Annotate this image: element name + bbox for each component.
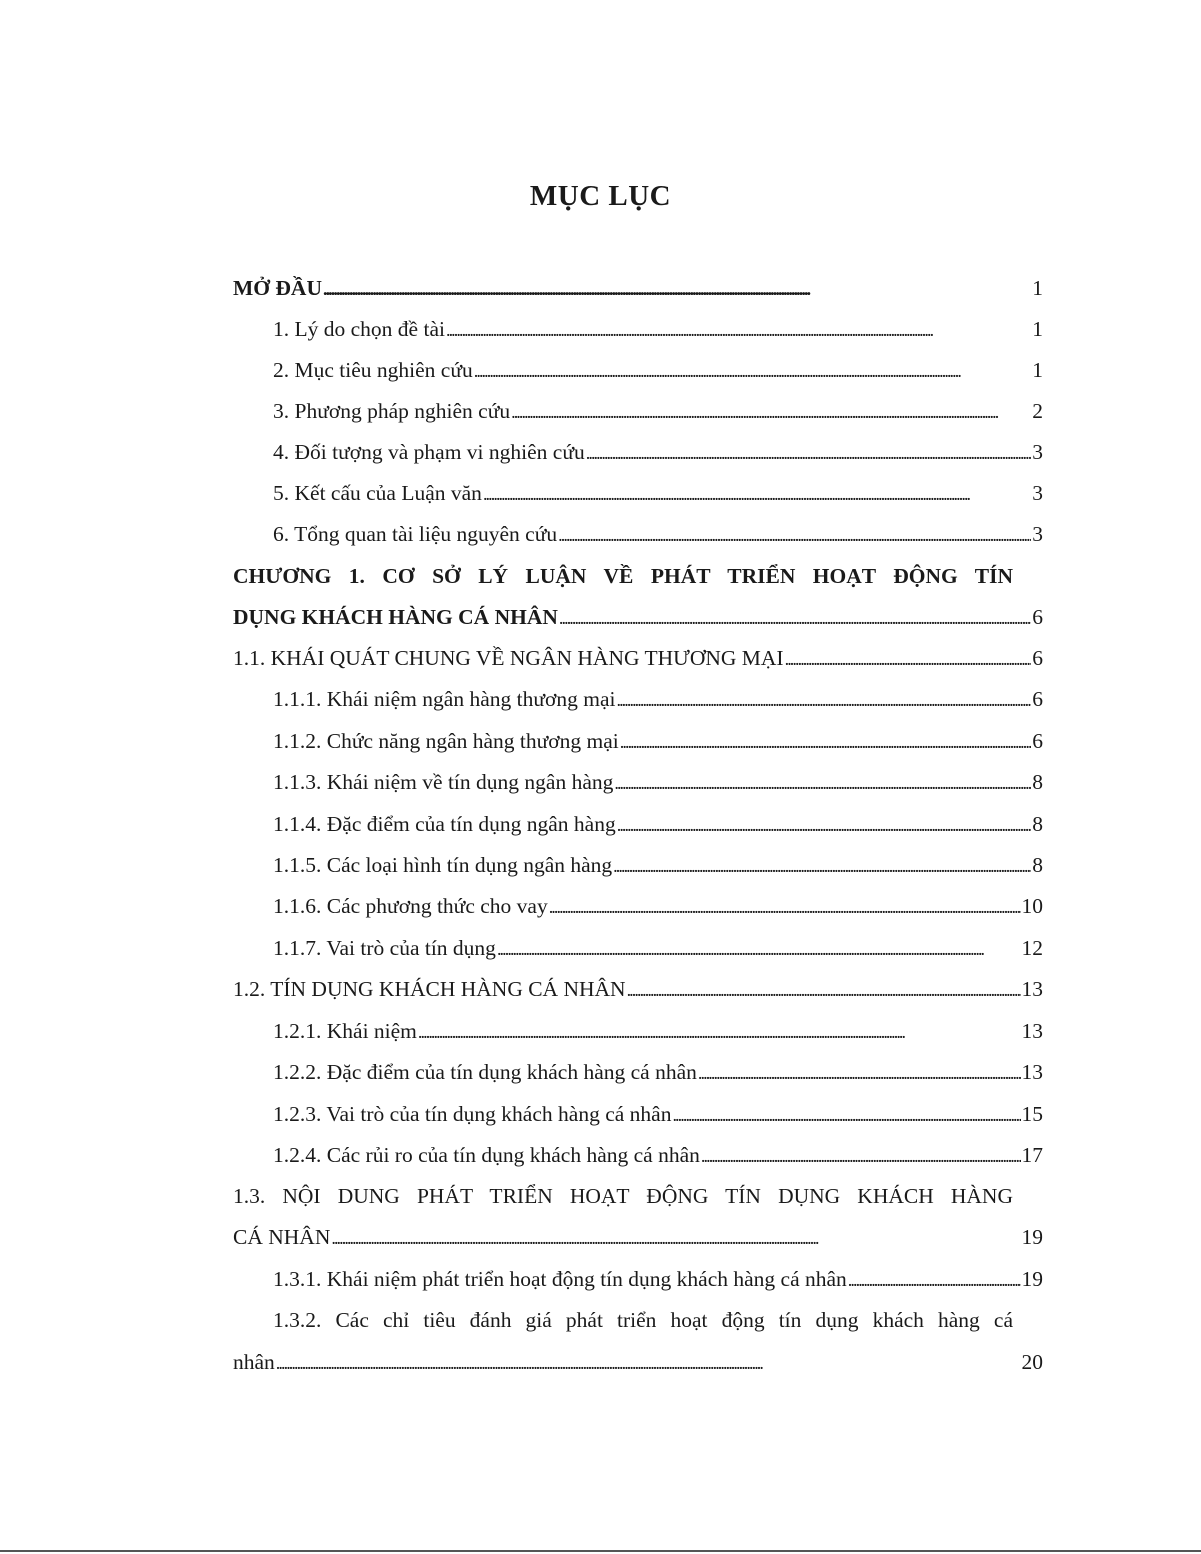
toc-page-number: 1: [1032, 317, 1043, 341]
toc-entry-label: 5. Kết cấu của Luận văn: [273, 481, 482, 505]
toc-entry-label: 1.1.4. Đặc điểm của tín dụng ngân hàng: [273, 812, 616, 836]
toc-page-number: 2: [1032, 399, 1043, 423]
toc-leader-dots: [848, 1259, 1021, 1301]
toc-page-number: 10: [1021, 894, 1043, 918]
toc-page-number: 13: [1021, 1019, 1043, 1043]
toc-page-number: 20: [1021, 1350, 1043, 1374]
toc-entry[interactable]: [273, 721, 1043, 762]
toc-entry[interactable]: [273, 1011, 1043, 1052]
toc-entry-line1[interactable]: 1.3.2. Các chỉ tiêu đánh giá phát triển hoạt động tín dụng khách hàng cá: [273, 1308, 1013, 1332]
toc-entry-label: nhân: [233, 1350, 275, 1374]
toc-leader-dots: [483, 473, 1031, 515]
toc-leader-dots: [627, 969, 1021, 1011]
toc-leader-dots: [418, 1011, 1021, 1053]
toc-leader-dots: [497, 928, 1021, 970]
toc-section-heading-line1[interactable]: 1.3. NỘI DUNG PHÁT TRIỂN HOẠT ĐỘNG TÍN DỤNG KHÁCH HÀNG: [233, 1184, 1013, 1208]
toc-entry[interactable]: [273, 309, 1043, 350]
toc-page-number: 6: [1032, 687, 1043, 711]
toc-page-number: 1: [1032, 276, 1043, 300]
toc-entry[interactable]: [273, 432, 1043, 473]
toc-entry-section[interactable]: [233, 969, 1043, 1010]
toc-page-number: 6: [1032, 729, 1043, 753]
toc-entry[interactable]: [273, 886, 1043, 927]
toc-entry[interactable]: [273, 391, 1043, 432]
toc-page-number: 3: [1032, 440, 1043, 464]
toc-entry-section[interactable]: [233, 638, 1043, 679]
toc-entry-label: 3. Phương pháp nghiên cứu: [273, 399, 511, 423]
toc-entry-label: 1.1.7. Vai trò của tín dụng: [273, 936, 496, 960]
toc-entry-mo-dau[interactable]: [233, 268, 1043, 309]
toc-page-number: 17: [1021, 1143, 1043, 1167]
toc-leader-dots: [672, 1094, 1020, 1136]
toc-page-number: 15: [1021, 1102, 1043, 1126]
toc-page-number: 6: [1032, 646, 1043, 670]
toc-entry-label: 1.2.2. Đặc điểm của tín dụng khách hàng cá nhân: [273, 1060, 697, 1084]
toc-leader-dots: [323, 268, 1031, 310]
toc-leader-dots: [620, 721, 1031, 763]
toc-entry-label: 1.2.3. Vai trò của tín dụng khách hàng cá nhân: [273, 1102, 672, 1126]
toc-entry-label: 1.1.1. Khái niệm ngân hàng thương mại: [273, 687, 616, 711]
toc-entry-label: 1. Lý do chọn đề tài: [273, 317, 445, 341]
toc-entry-section[interactable]: [233, 1217, 1043, 1258]
toc-page-number: 19: [1021, 1267, 1043, 1291]
toc-page-number: 3: [1032, 481, 1043, 505]
toc-entry[interactable]: [233, 1342, 1043, 1383]
toc-entry[interactable]: [273, 679, 1043, 720]
toc-page-number: 12: [1021, 936, 1043, 960]
toc-leader-dots: [474, 350, 1032, 392]
toc-entry[interactable]: [273, 1259, 1043, 1300]
toc-entry-label: 1.1.2. Chức năng ngân hàng thương mại: [273, 729, 619, 753]
toc-entry[interactable]: [273, 1052, 1043, 1093]
toc-leader-dots: [701, 1135, 1021, 1177]
toc-leader-dots: [331, 1217, 1020, 1259]
toc-leader-dots: [617, 804, 1032, 846]
toc-entry-label: DỤNG KHÁCH HÀNG CÁ NHÂN: [233, 605, 558, 629]
page-title: MỤC LỤC: [529, 180, 672, 212]
toc-entry[interactable]: [273, 1094, 1043, 1135]
toc-leader-dots: [276, 1342, 1021, 1384]
toc-leader-dots: [446, 309, 1031, 351]
toc-page-number: 8: [1032, 812, 1043, 836]
toc-leader-dots: [785, 638, 1032, 680]
toc-page-number: 8: [1032, 853, 1043, 877]
toc-entry-label: CÁ NHÂN: [233, 1225, 331, 1249]
toc-entry-label: 1.1.6. Các phương thức cho vay: [273, 894, 548, 918]
toc-leader-dots: [559, 597, 1031, 639]
toc-page-number: 3: [1032, 522, 1043, 546]
toc-entry-label: 1.1.3. Khái niệm về tín dụng ngân hàng: [273, 770, 614, 794]
toc-page-number: 19: [1021, 1225, 1043, 1249]
toc-leader-dots: [586, 432, 1032, 474]
toc-entry-label: 1.2. TÍN DỤNG KHÁCH HÀNG CÁ NHÂN: [233, 977, 626, 1001]
toc-entry[interactable]: [273, 350, 1043, 391]
toc-entry-label: 4. Đối tượng và phạm vi nghiên cứu: [273, 440, 585, 464]
toc-entry[interactable]: [273, 804, 1043, 845]
toc-entry[interactable]: [273, 514, 1043, 555]
toc-entry[interactable]: [273, 1135, 1043, 1176]
toc-page-number: 8: [1032, 770, 1043, 794]
toc-leader-dots: [549, 886, 1021, 928]
toc-entry-label: 1.2.4. Các rủi ro của tín dụng khách hàng cá nhân: [273, 1143, 700, 1167]
toc-page-number: 13: [1021, 977, 1043, 1001]
toc-entry-label: 1.1.5. Các loại hình tín dụng ngân hàng: [273, 853, 613, 877]
toc-entry-label: 1.3.1. Khái niệm phát triển hoạt động tín dụng khách hàng cá nhân: [273, 1267, 847, 1291]
bottom-edge-rule: [0, 1550, 1201, 1552]
toc-leader-dots: [698, 1052, 1021, 1094]
toc-entry-chapter-1[interactable]: [233, 597, 1043, 638]
toc-page-number: 13: [1021, 1060, 1043, 1084]
toc-entry[interactable]: [273, 473, 1043, 514]
toc-entry-label: 1.1. KHÁI QUÁT CHUNG VỀ NGÂN HÀNG THƯƠNG MẠI: [233, 646, 784, 670]
toc-entry[interactable]: [273, 762, 1043, 803]
toc-entry[interactable]: [273, 928, 1043, 969]
toc-leader-dots: [558, 514, 1031, 556]
toc-leader-dots: [613, 845, 1031, 887]
toc-entry-label: 2. Mục tiêu nghiên cứu: [273, 358, 473, 382]
toc-leader-dots: [511, 391, 1031, 433]
toc-leader-dots: [614, 762, 1031, 804]
toc-entry-label: 6. Tổng quan tài liệu nguyên cứu: [273, 522, 558, 546]
toc-page-number: 6: [1032, 605, 1043, 629]
toc-leader-dots: [616, 679, 1031, 721]
toc-page-number: 1: [1032, 358, 1043, 382]
toc-entry[interactable]: [273, 845, 1043, 886]
toc-entry-label: 1.2.1. Khái niệm: [273, 1019, 417, 1043]
toc-chapter-heading-line1[interactable]: CHƯƠNG 1. CƠ SỞ LÝ LUẬN VỀ PHÁT TRIỂN HOẠT ĐỘNG TÍN: [233, 564, 1013, 588]
toc-entry-label: MỞ ĐẦU: [233, 276, 322, 300]
